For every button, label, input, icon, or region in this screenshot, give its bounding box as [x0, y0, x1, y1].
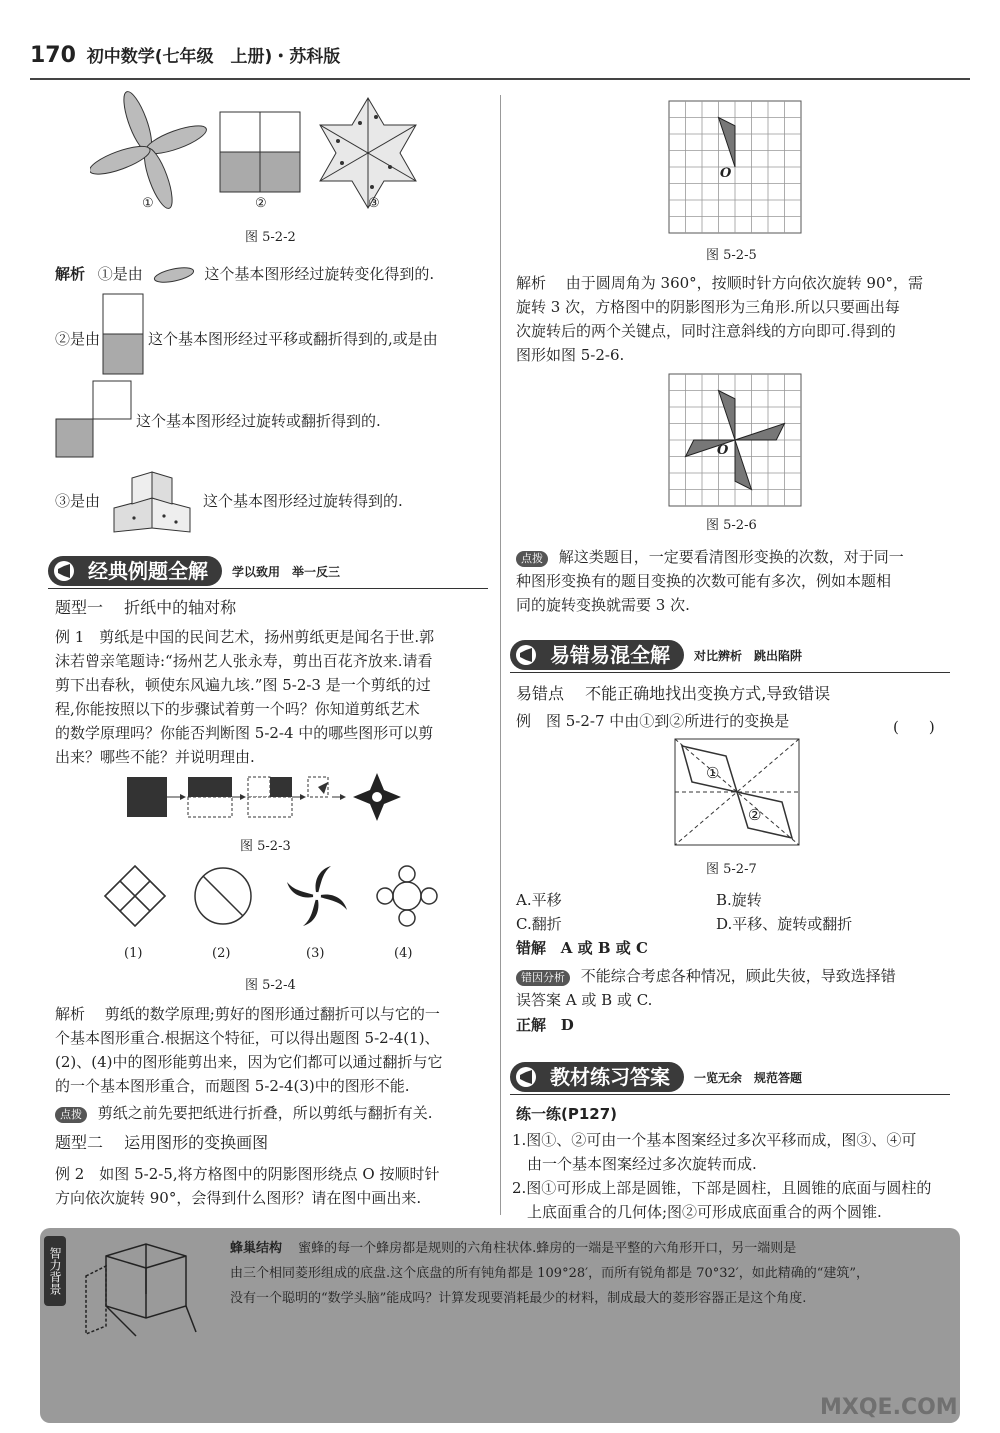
- correct-answer: [516, 1014, 574, 1036]
- practice-line: 2.图①可形成上部是圆锥，下部是圆柱，且圆锥的底面与圆柱的: [512, 1179, 932, 1197]
- question-type-2: 题型二 运用图形的变换画图: [55, 1133, 269, 1152]
- example2-line1: 例 2 如图 5-2-5,将方格图中的阴影图形绕点 O 按顺时针: [55, 1165, 440, 1183]
- analysis-label: 解析: [55, 265, 86, 283]
- fig524-caption: 图 5-2-4: [245, 978, 296, 993]
- folded-rhombus-icon: [104, 468, 200, 534]
- fig527-label-2: ②: [748, 806, 762, 824]
- footer-title: 蜂巢结构: [230, 1241, 283, 1256]
- fig523-caption: 图 5-2-3: [240, 839, 291, 854]
- error-cause-tag: 错因分析: [516, 970, 570, 986]
- fig524-label-3: (3): [306, 946, 325, 961]
- example1-line: 程,你能按照以下的步骤试着剪一个吗？你知道剪纸艺术: [55, 700, 420, 718]
- stacked-squares-icon: [102, 293, 146, 377]
- banner-title: 易错易混全解: [550, 643, 670, 667]
- banner-subtitle: 对比辨析 跳出陷阱: [694, 648, 803, 663]
- answer-parentheses: ( ): [893, 718, 935, 736]
- analysis1-text-a: ①是由: [97, 265, 143, 283]
- tip2-text: 解这类题目，一定要看清图形变换的次数，对于同一: [558, 548, 904, 566]
- analysis1-line4-a: ③是由: [55, 492, 101, 510]
- analysis1-line4-b: 这个基本图形经过旋转得到的.: [203, 492, 403, 510]
- wrong-answer: [516, 937, 648, 959]
- figure-5-2-5: [668, 100, 802, 234]
- analysis1-text-b: 这个基本图形经过旋转变化得到的.: [204, 265, 435, 283]
- option-b: B.旋转: [716, 891, 762, 909]
- example2-line2: 方向依次旋转 90°，会得到什么图形？请在图中画出来.: [55, 1189, 422, 1207]
- fig525-o-label: O: [720, 166, 732, 181]
- analysis1-line1: [55, 263, 434, 285]
- practice-heading: 练一练(P127): [516, 1105, 618, 1123]
- tip-tag: 点拨: [55, 1107, 87, 1123]
- footer-line2: 由三个相同菱形组成的底盘.这个底盘的所有钝角都是 109°28′，而所有锐角都是 70°32′，如此精确的“建筑”，: [230, 1266, 870, 1281]
- analysis2-line: 的一个基本图形重合，而题图 5-2-4(3)中的图形不能.: [55, 1077, 410, 1095]
- fig526-o-label: O: [717, 443, 729, 458]
- banner-pill: [48, 556, 222, 586]
- fig527-label-1: ①: [706, 764, 720, 782]
- analysis1-line3: 这个基本图形经过旋转或翻折得到的.: [136, 412, 381, 430]
- tip2-line: 种图形变换有的题目变换的次数可能有多次，例如本题相: [516, 572, 892, 590]
- figure-5-2-4: [95, 858, 455, 942]
- header-rule: [30, 78, 970, 80]
- fig522-caption: 图 5-2-2: [245, 230, 296, 245]
- analysis2-line: 解析 剪纸的数学原理;剪好的图形通过翻折可以与它的一: [55, 1005, 440, 1023]
- banner-title: 教材练习答案: [550, 1065, 670, 1089]
- megaphone-icon: [52, 560, 76, 582]
- figure-5-2-7: [674, 738, 800, 846]
- analysis3-line: 次旋转后的两个关键点，同时注意斜线的方向即可.得到的: [516, 322, 896, 340]
- question-type-1: 题型一 折纸中的轴对称: [55, 598, 237, 617]
- diagonal-squares-icon: [55, 380, 135, 460]
- option-a: A.平移: [516, 891, 562, 909]
- banner-textbook-answers: [510, 1062, 802, 1092]
- fig526-caption: 图 5-2-6: [706, 518, 757, 533]
- fig525-caption: 图 5-2-5: [706, 248, 757, 263]
- example1-line: 沫若曾亲笔题诗:“扬州艺人张永寿，剪出百花齐放来.请看: [55, 652, 433, 670]
- pinwheel-figure: [287, 866, 347, 926]
- banner-subtitle: 一览无余 规范答题: [694, 1070, 803, 1085]
- column-divider: [500, 95, 501, 1215]
- practice-line: 1.图①、②可由一个基本图案经过多次平移而成，图③、④可: [512, 1131, 917, 1149]
- tip2-line: 同的旋转变换就需要 3 次.: [516, 596, 690, 614]
- fig524-label-1: (1): [124, 946, 143, 961]
- footer-side-tag: 智力背景: [44, 1236, 66, 1306]
- circle-line-figure: [195, 868, 251, 924]
- analysis3-line: 图形如图 5-2-6.: [516, 346, 625, 364]
- analysis1-line2-b: 这个基本图形经过平移或翻折得到的,或是由: [148, 330, 438, 348]
- banner-common-errors: [510, 640, 802, 670]
- four-circles-figure: [377, 866, 437, 926]
- example-stem: 例 图 5-2-7 中由①到②所进行的变换是: [516, 712, 790, 730]
- figure-5-2-6: [668, 373, 802, 507]
- banner2-rule: [510, 672, 950, 673]
- example1-line: 例 1 剪纸是中国的民间艺术，扬州剪纸更是闻名于世.郭: [55, 628, 435, 646]
- example1-line: 剪下出春秋，顿使东风遍九垓.”图 5-2-3 是一个剪纸的过: [55, 676, 431, 694]
- figure-5-2-3: [122, 772, 422, 828]
- tip1-text: 剪纸之前先要把纸进行折叠，所以剪纸与翻折有关.: [97, 1104, 433, 1122]
- book-title: 初中数学(七年级 上册)・苏科版: [86, 47, 341, 67]
- wrong-answer-text: A 或 B 或 C: [560, 939, 648, 957]
- analysis2-line: (2)、(4)中的图形能剪出来，因为它们都可以通过翻折与它: [55, 1053, 443, 1071]
- fig524-label-2: (2): [212, 946, 231, 961]
- petal-flower-figure: [90, 89, 209, 212]
- ellipse-petal-icon: [152, 265, 196, 285]
- honeycomb-cell-illustration: [76, 1236, 216, 1346]
- megaphone-icon: [514, 644, 538, 666]
- banner-title: 经典例题全解: [88, 559, 208, 583]
- star-figure: [320, 98, 416, 208]
- watermark-text: MXQE.COM: [820, 1395, 958, 1420]
- error-cause-text: 不能综合考虑各种情况，顾此失彼，导致选择错: [580, 967, 896, 985]
- page-header: [30, 42, 340, 72]
- tip-tag: 点拨: [516, 551, 548, 567]
- page-number: 170: [30, 43, 76, 68]
- fig522-label-1: ①: [142, 196, 154, 211]
- tip1: [55, 1102, 433, 1124]
- banner-pill: [510, 1062, 684, 1092]
- footer-line1: [230, 1238, 796, 1260]
- analysis2-line: 个基本图形重合.根据这个特征，可以得出题图 5-2-4(1)、: [55, 1029, 440, 1047]
- fig527-caption: 图 5-2-7: [706, 862, 757, 877]
- practice-line: 上底面重合的几何体;图②可形成底面重合的两个圆锥.: [512, 1203, 882, 1221]
- error-cause-line1: [516, 965, 896, 987]
- fig522-label-2: ②: [255, 196, 267, 211]
- fig522-label-3: ③: [368, 196, 380, 211]
- example1-line: 的数学原理吗？你能否判断图 5-2-4 中的哪些图形可以剪: [55, 724, 434, 742]
- banner1-rule: [48, 588, 488, 589]
- banner-subtitle: 学以致用 举一反三: [232, 564, 341, 579]
- example1-line: 出来？哪些不能？并说明理由.: [55, 748, 255, 766]
- option-d: D.平移、旋转或翻折: [716, 915, 853, 933]
- tip2-line1: [516, 546, 904, 568]
- error-cause-line2: 误答案 A 或 B 或 C.: [516, 991, 653, 1009]
- megaphone-icon: [514, 1066, 538, 1088]
- option-c: C.翻折: [516, 915, 562, 933]
- square-figure: [220, 112, 300, 192]
- fig524-label-4: (4): [394, 946, 413, 961]
- banner3-rule: [510, 1094, 950, 1095]
- footer-line3: 没有一个聪明的“数学头脑”能成吗？计算发现要消耗最少的材料，制成最大的菱形容器正是这个角度.: [230, 1291, 807, 1306]
- footer-text: 蜜蜂的每一个蜂房都是规则的六角柱状体.蜂房的一端是平整的六角形开口，另一端则是: [298, 1241, 797, 1256]
- error-point: 易错点 不能正确地找出变换方式,导致错误: [516, 684, 831, 703]
- practice-line: 由一个基本图案经过多次旋转而成.: [512, 1155, 757, 1173]
- knot-figure: [105, 866, 165, 926]
- analysis3-line: 旋转 3 次，方格图中的阴影图形为三角形.所以只要画出每: [516, 298, 900, 316]
- banner-pill: [510, 640, 684, 670]
- analysis3-line: 解析 由于圆周角为 360°，按顺时针方向依次旋转 90°，需: [516, 274, 924, 292]
- correct-answer-label: 正解: [516, 1016, 547, 1034]
- wrong-answer-label: 错解: [516, 939, 547, 957]
- correct-answer-text: D: [560, 1016, 574, 1034]
- analysis1-line2-a: ②是由: [55, 330, 101, 348]
- banner-classic-examples: [48, 556, 340, 586]
